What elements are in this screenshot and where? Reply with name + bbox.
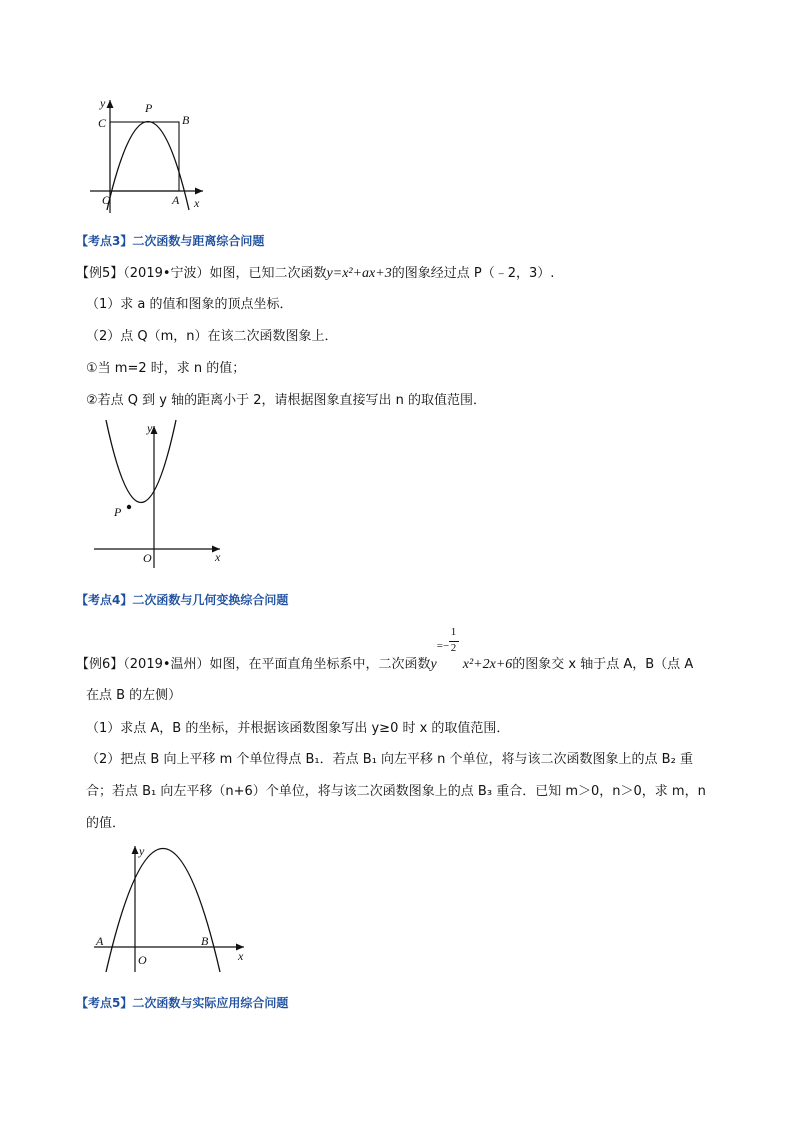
example-5-prefix: 【例5】（2019•宁波）如图，已知二次函数: [76, 266, 327, 281]
example-6-prefix: 【例6】（2019•温州）如图，在平面直角坐标系中，二次函数: [76, 657, 431, 672]
fig1-label-a: A: [172, 193, 180, 207]
example-6-stem: [76, 626, 694, 673]
example-6-q2-line2: 合；若点 B₁ 向左平移（n+6）个单位，将与该二次函数图象上的点 B₃ 重合．已知 m＞0，n＞0，求 m，n: [86, 784, 706, 799]
example-6-formula-eq: =−: [436, 640, 450, 652]
example-5-suffix: 的图象经过点 P（﹣2，3）.: [391, 266, 555, 281]
example-6-fraction: [436, 626, 463, 668]
fig3-label-b: B: [201, 934, 209, 948]
example-6-fraction-numerator: 1: [450, 626, 457, 638]
fig1-label-y: y: [100, 96, 106, 110]
fig2-label-y: y: [147, 421, 153, 435]
fig1-label-b: B: [182, 113, 190, 127]
fig1-label-x: x: [194, 196, 200, 210]
fig1-label-o: O: [102, 193, 111, 207]
fig3-label-y: y: [139, 844, 145, 858]
fig1-label-p: P: [145, 101, 153, 115]
example-5-q1: （1）求 a 的值和图象的顶点坐标．: [86, 297, 293, 312]
example-6-fraction-denominator: 2: [450, 642, 457, 654]
example-6-q2-line3: 的值．: [86, 816, 126, 831]
example-5-q2b: ②若点 Q 到 y 轴的距离小于 2，请根据图象直接写出 n 的取值范围．: [86, 393, 487, 408]
fig2-label-x: x: [215, 550, 221, 564]
section-5-heading: 【考点5】二次函数与实际应用综合问题: [76, 996, 289, 1010]
example-6-formula-y: y: [430, 657, 437, 672]
example-5-q2: （2）点 Q（m，n）在该二次函数图象上．: [86, 329, 338, 344]
fig3-label-a: A: [96, 934, 104, 948]
figure-3-downward-parabola: [90, 842, 250, 974]
example-6-q1: （1）求点 A，B 的坐标，并根据该函数图象写出 y≥0 时 x 的取值范围．: [86, 721, 510, 736]
example-5-stem: [76, 262, 554, 282]
example-5-q2a: ①当 m=2 时，求 n 的值；: [86, 361, 246, 376]
example-6-formula-rest: x²+2x+6: [462, 657, 513, 672]
example-6-line2: 在点 B 的左侧）: [86, 688, 182, 703]
figure-2-parabola-with-point-p: [90, 418, 230, 568]
fig3-label-x: x: [238, 949, 244, 963]
fig3-label-o: O: [138, 953, 147, 967]
example-6-suffix: 的图象交 x 轴于点 A，B（点 A: [512, 657, 694, 672]
fig2-label-p: P: [114, 505, 122, 519]
fig2-label-o: O: [143, 551, 152, 565]
section-4-heading: 【考点4】二次函数与几何变换综合问题: [76, 593, 289, 607]
example-6-q2-line1: （2）把点 B 向上平移 m 个单位得点 B₁．若点 B₁ 向左平移 n 个单位，将与该二次函数图象上的点 B₂ 重: [86, 752, 693, 767]
example-5-formula: y=x²+ax+3: [326, 266, 392, 281]
fig1-label-c: C: [98, 116, 107, 130]
figure-1-square-parabola: [88, 95, 213, 220]
section-3-heading: 【考点3】二次函数与距离综合问题: [76, 234, 265, 248]
